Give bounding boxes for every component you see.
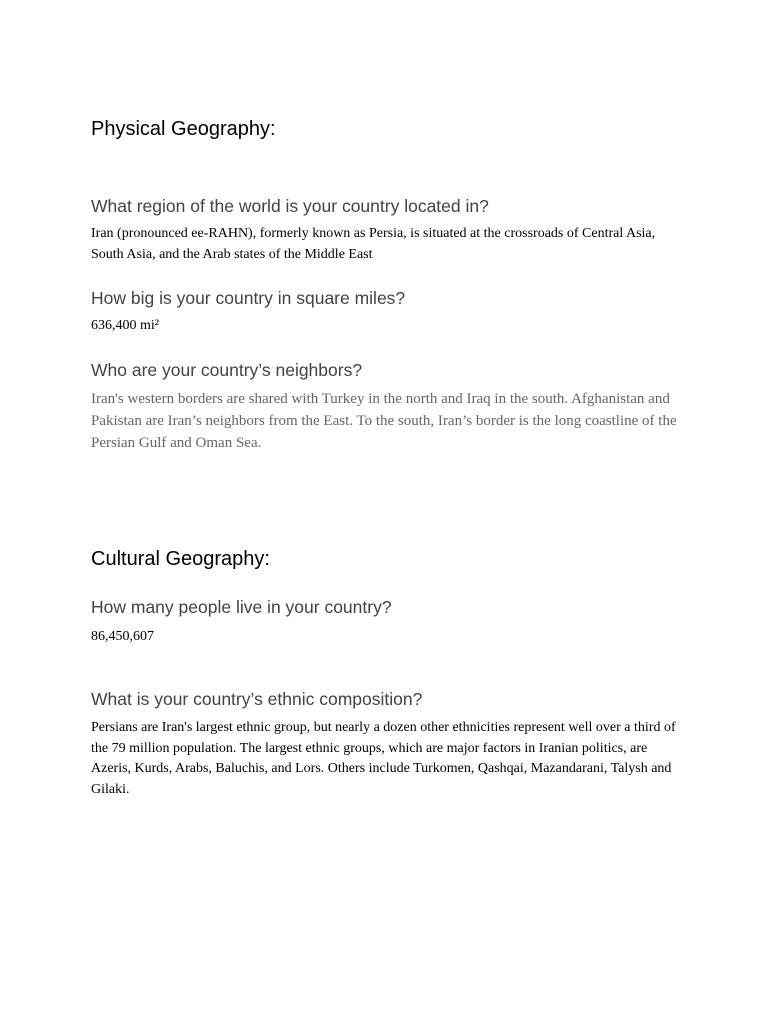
size-question: How big is your country in square miles?	[91, 288, 406, 308]
size-answer: 636,400 mi²	[91, 318, 159, 333]
ethnic-composition-question: What is your country’s ethnic composition?	[91, 689, 423, 709]
population-question: How many people live in your country?	[91, 597, 392, 617]
population-answer: 86,450,607	[91, 629, 154, 644]
neighbors-answer: Iran's western borders are shared with Turkey in the north and Iraq in the south. Afghanistan and Pakistan are Iran’s neighbors from the East. To the south, Iran’s border is the long coastline of the Persian Gulf and Oman Sea.	[91, 391, 677, 451]
region-answer: Iran (pronounced ee-RAHN), formerly known as Persia, is situated at the crossroads of Central Asia, South Asia, and the Arab states of the Middle East	[91, 226, 656, 262]
region-question: What region of the world is your country located in?	[91, 196, 489, 216]
cultural-geography-heading: Cultural Geography:	[91, 548, 270, 570]
physical-geography-heading: Physical Geography:	[91, 118, 276, 140]
ethnic-composition-answer: Persians are Iran's largest ethnic group, but nearly a dozen other ethnicities represent well over a third of the 79 million population. The largest ethnic groups, which are major factors in Iranian politics, are Azeris, Kurds, Arabs, Baluchis, and Lors. Others include Turkomen, Qashqai, Mazandarani, Talysh and Gilaki.	[91, 720, 676, 797]
neighbors-question: Who are your country’s neighbors?	[91, 360, 363, 380]
